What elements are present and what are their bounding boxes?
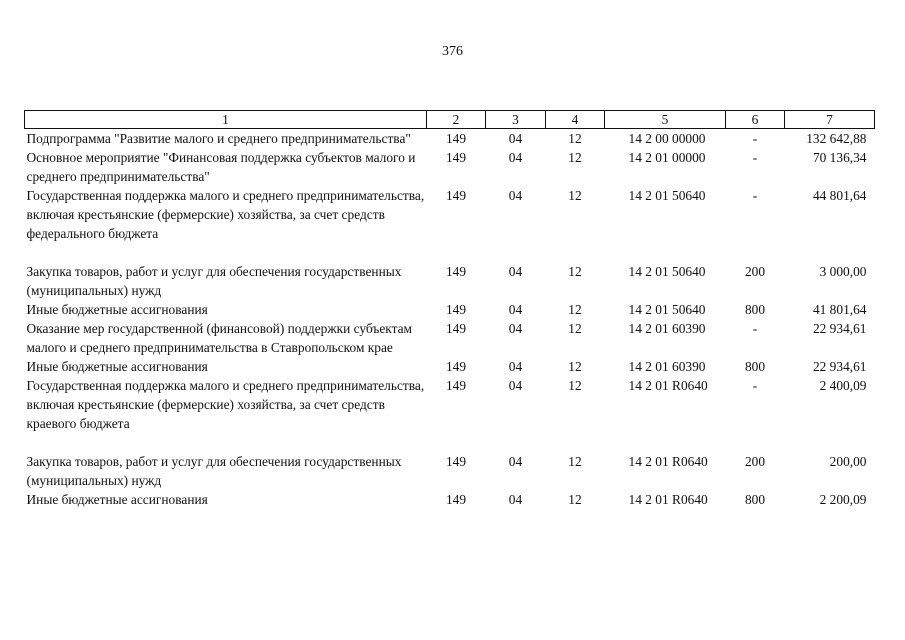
csr-cell: 14 2 01 50640 (628, 188, 706, 203)
ved-cell: 149 (445, 378, 467, 393)
column-number-header-row (25, 111, 875, 129)
vr-cell: - (752, 321, 758, 336)
csr-cell: 14 2 01 00000 (628, 150, 706, 165)
name-cell: Иные бюджетные ассигнования (26, 492, 208, 507)
column-header-rz: 3 (486, 111, 546, 129)
sum-cell: 41 801,64 (812, 302, 867, 317)
sum-cell: 2 400,09 (819, 378, 867, 393)
rz-cell: 04 (508, 454, 523, 469)
ved-cell: 149 (445, 359, 467, 374)
pr-cell: 12 (568, 492, 582, 507)
table-row (25, 452, 875, 490)
vr-cell: 800 (744, 302, 766, 317)
table-row (25, 357, 875, 376)
name-cell: Закупка товаров, работ и услуг для обеспечения государственных (муниципальных) нужд (26, 264, 402, 298)
csr-cell: 14 2 01 R0640 (628, 492, 708, 507)
rz-cell: 04 (508, 131, 523, 146)
rz-cell: 04 (508, 359, 523, 374)
csr-cell: 14 2 01 50640 (628, 264, 706, 279)
pr-cell: 12 (568, 150, 582, 165)
name-cell: Основное мероприятие "Финансовая поддержка субъектов малого и среднего предпринимательства" (26, 150, 416, 184)
rz-cell: 04 (508, 492, 523, 507)
pr-cell: 12 (568, 131, 582, 146)
name-cell: Оказание мер государственной (финансовой) поддержки субъектам малого и среднего предпринимательства в Ставропольском крае (26, 321, 413, 355)
vr-cell: - (752, 131, 758, 146)
rz-cell: 04 (508, 302, 523, 317)
table-row (25, 148, 875, 186)
table-body (25, 129, 875, 510)
name-cell: Государственная поддержка малого и среднего предпринимательства, включая крестьянские (фермерские) хозяйства, за счет средств федерального бюджета (26, 188, 425, 241)
pr-cell: 12 (568, 359, 582, 374)
sum-cell: 44 801,64 (812, 188, 867, 203)
ved-cell: 149 (445, 302, 467, 317)
column-header-csr: 5 (605, 111, 726, 129)
rz-cell: 04 (508, 150, 523, 165)
vr-cell: 800 (744, 492, 766, 507)
sum-cell: 70 136,34 (812, 150, 867, 165)
table-row (25, 262, 875, 300)
column-header-vr: 6 (726, 111, 785, 129)
pr-cell: 12 (568, 188, 582, 203)
rz-cell: 04 (508, 321, 523, 336)
csr-cell: 14 2 01 R0640 (628, 454, 708, 469)
sum-cell: 2 200,09 (819, 492, 867, 507)
name-cell: Иные бюджетные ассигнования (26, 359, 208, 374)
vr-cell: 200 (744, 264, 766, 279)
vr-cell: 200 (744, 454, 766, 469)
ved-cell: 149 (445, 131, 467, 146)
name-cell: Иные бюджетные ассигнования (26, 302, 208, 317)
ved-cell: 149 (445, 264, 467, 279)
pr-cell: 12 (568, 302, 582, 317)
vr-cell: - (752, 188, 758, 203)
table-row (25, 376, 875, 452)
csr-cell: 14 2 01 R0640 (628, 378, 708, 393)
budget-table (24, 110, 875, 509)
page-number: 376 (442, 44, 463, 59)
vr-cell: 800 (744, 359, 766, 374)
rz-cell: 04 (508, 264, 523, 279)
ved-cell: 149 (445, 321, 467, 336)
column-header-pr: 4 (546, 111, 605, 129)
name-cell: Государственная поддержка малого и среднего предпринимательства, включая крестьянские (фермерские) хозяйства, за счет средств краевого бюджета (26, 378, 425, 431)
ved-cell: 149 (445, 492, 467, 507)
vr-cell: - (752, 150, 758, 165)
pr-cell: 12 (568, 454, 582, 469)
sum-cell: 22 934,61 (812, 359, 867, 374)
rz-cell: 04 (508, 188, 523, 203)
column-header-name: 1 (25, 111, 427, 129)
ved-cell: 149 (445, 188, 467, 203)
table-row (25, 129, 875, 149)
pr-cell: 12 (568, 321, 582, 336)
ved-cell: 149 (445, 150, 467, 165)
csr-cell: 14 2 01 60390 (628, 321, 706, 336)
sum-cell: 22 934,61 (812, 321, 867, 336)
table-row (25, 490, 875, 509)
csr-cell: 14 2 01 60390 (628, 359, 706, 374)
vr-cell: - (752, 378, 758, 393)
pr-cell: 12 (568, 264, 582, 279)
table-row (25, 186, 875, 262)
sum-cell: 3 000,00 (819, 264, 867, 279)
csr-cell: 14 2 00 00000 (628, 131, 706, 146)
name-cell: Закупка товаров, работ и услуг для обеспечения государственных (муниципальных) нужд (26, 454, 402, 488)
ved-cell: 149 (445, 454, 467, 469)
csr-cell: 14 2 01 50640 (628, 302, 706, 317)
table-row (25, 300, 875, 319)
sum-cell: 132 642,88 (806, 131, 867, 146)
column-header-sum: 7 (785, 111, 875, 129)
sum-cell: 200,00 (829, 454, 867, 469)
column-header-ved: 2 (427, 111, 486, 129)
rz-cell: 04 (508, 378, 523, 393)
pr-cell: 12 (568, 378, 582, 393)
name-cell: Подпрограмма "Развитие малого и среднего предпринимательства" (26, 131, 411, 146)
table-row (25, 319, 875, 357)
